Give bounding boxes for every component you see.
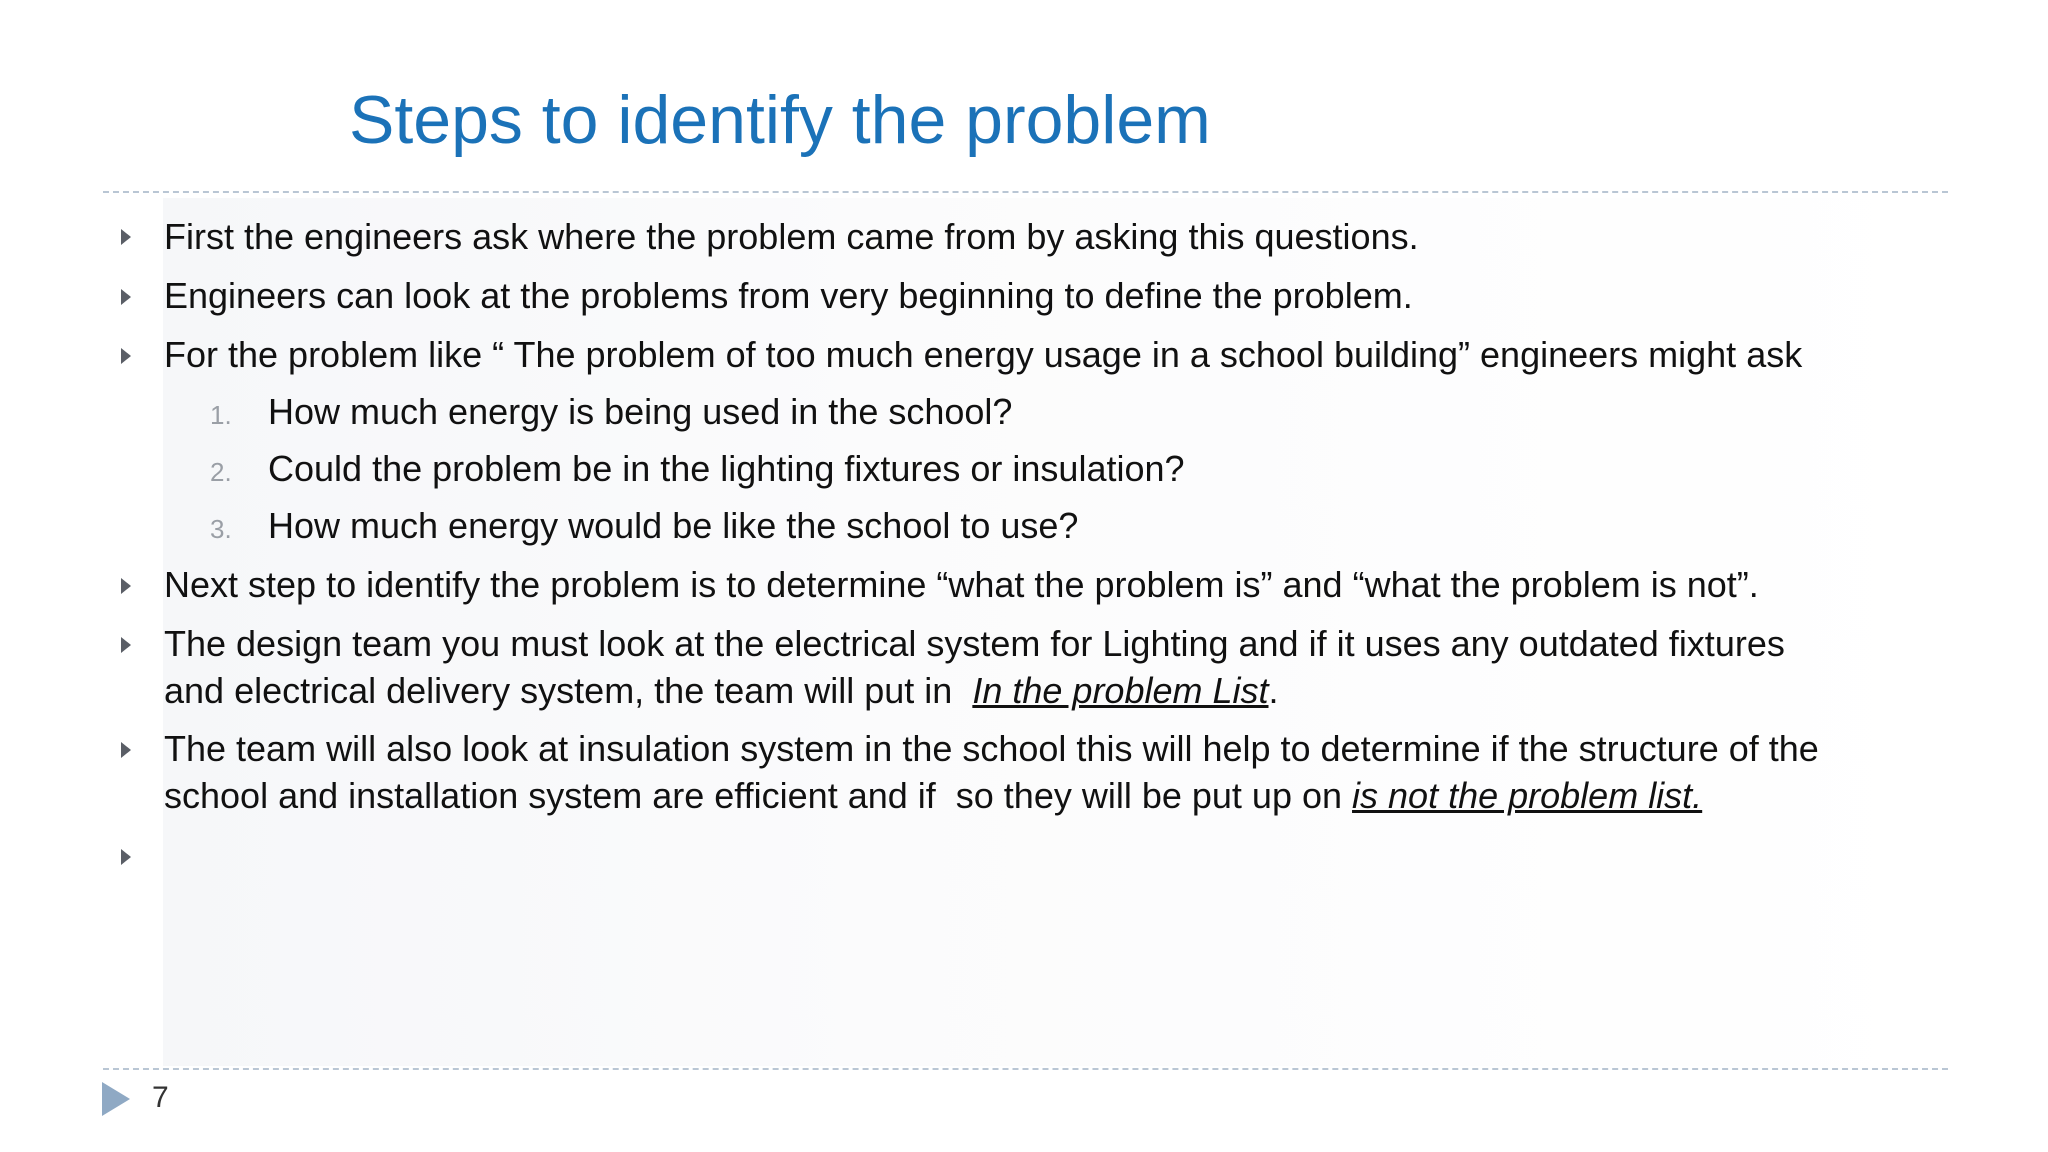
bullet-triangle-icon	[121, 348, 131, 364]
bullet-text: First the engineers ask where the problem came from by asking this questions.	[164, 216, 1419, 257]
bullet-text-continuation	[164, 773, 1702, 819]
continuation-text: school and installation system are efficient and if so they will be put up on	[164, 775, 1353, 816]
bullet-triangle-icon	[121, 742, 131, 758]
sub-item-text: How much energy would be like the school to use?	[268, 505, 1079, 546]
page-number: 7	[152, 1081, 169, 1114]
empty-bullet-triangle-icon	[121, 849, 131, 865]
sub-item-number: 1.	[210, 400, 232, 430]
bullet-triangle-icon	[121, 578, 131, 594]
continuation-text: and electrical delivery system, the team will put in	[164, 670, 973, 711]
problem-list-link[interactable]: In the problem List	[972, 670, 1269, 711]
top-divider	[103, 191, 1948, 193]
bullet-triangle-icon	[121, 229, 131, 245]
bullet-triangle-icon	[121, 637, 131, 653]
bullet-text: The team will also look at insulation system in the school this will help to determine if the structure of the	[164, 728, 1819, 769]
footer-triangle-icon	[102, 1082, 130, 1116]
bullet-text: Engineers can look at the problems from very beginning to define the problem.	[164, 275, 1413, 316]
bullet-text-continuation	[164, 668, 1279, 714]
period-text: .	[1268, 670, 1279, 711]
sub-item-number: 2.	[210, 457, 232, 487]
sub-item-text: How much energy is being used in the school?	[268, 391, 1013, 432]
bullet-text: Next step to identify the problem is to determine “what the problem is” and “what the problem is not”.	[164, 564, 1759, 605]
sub-item-text: Could the problem be in the lighting fixtures or insulation?	[268, 448, 1185, 489]
slide-title: Steps to identify the problem	[349, 82, 1211, 158]
bullet-text: For the problem like “ The problem of too much energy usage in a school building” engineers might ask	[164, 334, 1803, 375]
bullet-triangle-icon	[121, 289, 131, 305]
not-problem-list-link[interactable]: is not the problem list.	[1352, 775, 1703, 816]
bottom-divider	[103, 1068, 1948, 1070]
sub-item-number: 3.	[210, 514, 232, 544]
bullet-text: The design team you must look at the electrical system for Lighting and if it uses any outdated fixtures	[164, 623, 1785, 664]
